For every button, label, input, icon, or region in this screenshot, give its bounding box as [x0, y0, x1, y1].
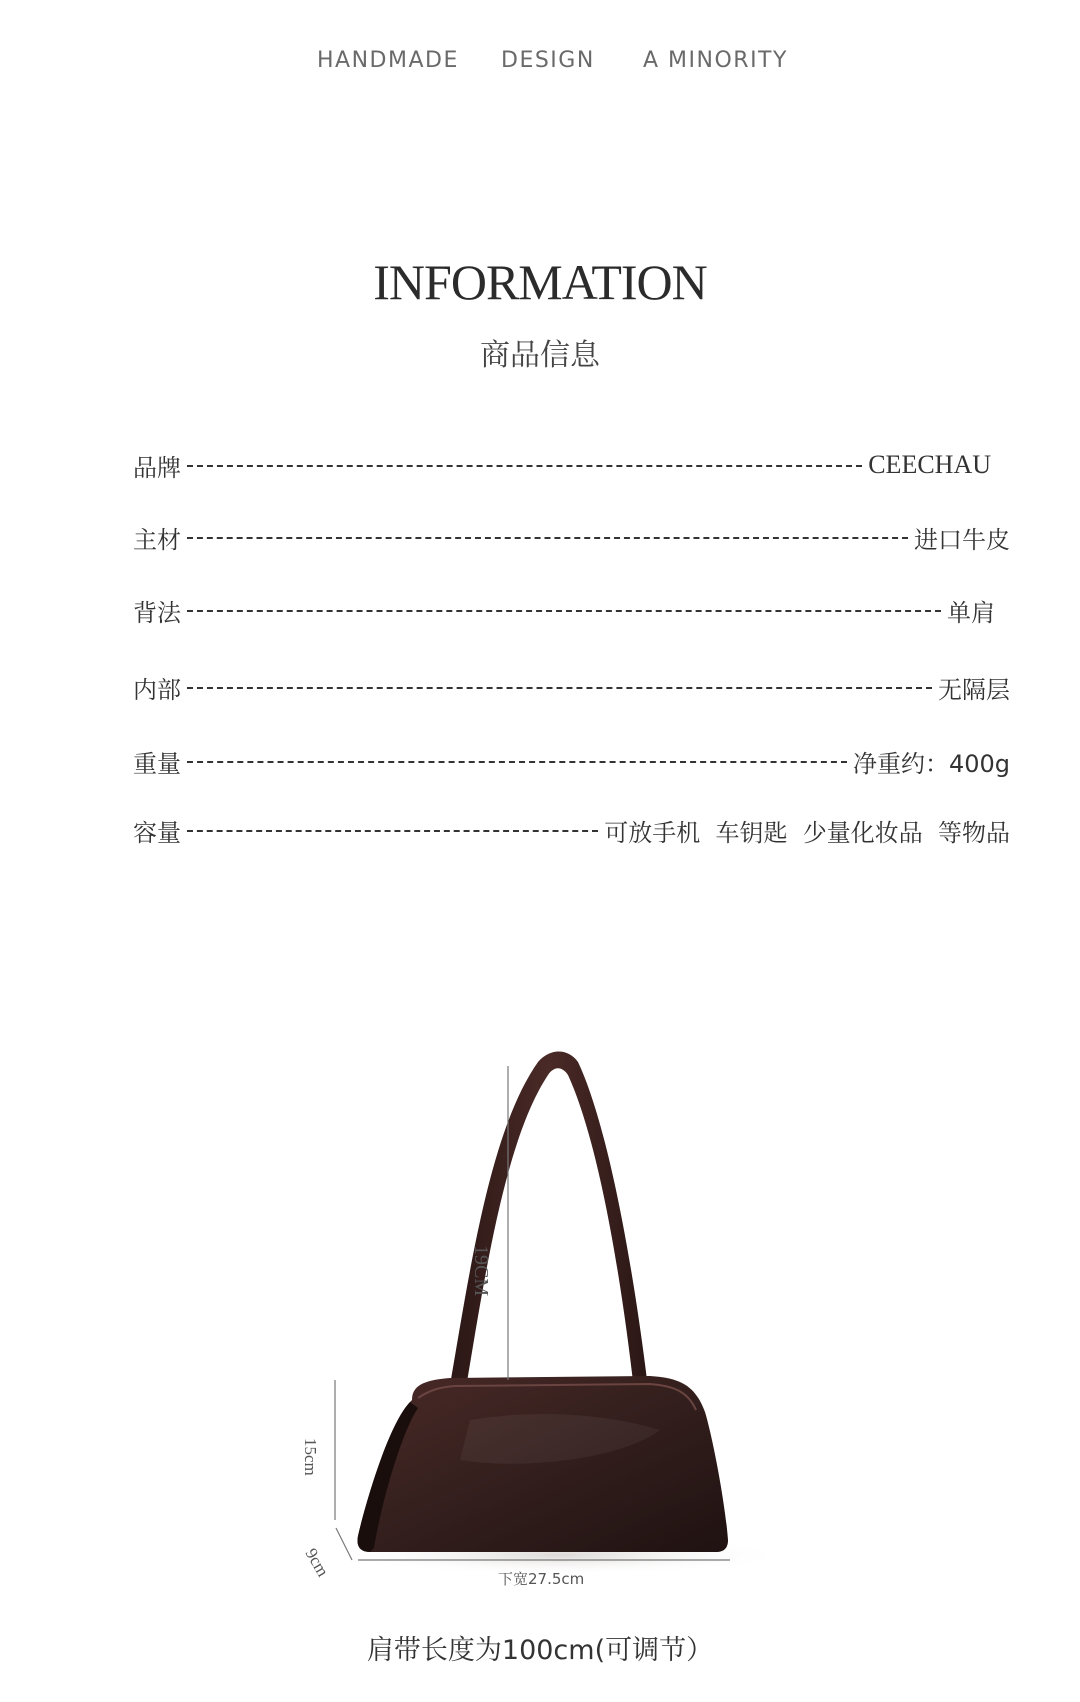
- spec-value: 无隔层: [938, 675, 1010, 704]
- product-image: [300, 1040, 820, 1610]
- spec-row-brand: [133, 445, 991, 485]
- bag-strap: [450, 1052, 648, 1391]
- strap-length-caption: 肩带长度为100cm(可调节）: [366, 1635, 714, 1666]
- tagline-design: DESIGN: [501, 48, 595, 73]
- dashed-leader: [187, 610, 941, 612]
- spec-value: CEECHAU: [868, 450, 991, 479]
- tagline-a-minority: A MINORITY: [643, 48, 788, 73]
- spec-row-capacity: [133, 810, 1010, 850]
- spec-label: 重量: [133, 749, 181, 778]
- spec-value: 可放手机 车钥匙 少量化妆品 等物品: [604, 818, 1010, 847]
- spec-label: 容量: [133, 818, 181, 847]
- spec-row-interior: [133, 667, 1010, 707]
- spec-label: 内部: [133, 675, 181, 704]
- dashed-leader: [187, 465, 862, 467]
- bag-illustration: [300, 1040, 820, 1610]
- information-subtitle: 商品信息: [480, 338, 600, 373]
- dashed-leader: [187, 687, 932, 689]
- spec-value: 进口牛皮: [914, 525, 1010, 554]
- dashed-leader: [187, 830, 598, 832]
- information-title: INFORMATION: [373, 254, 707, 310]
- depth-label: 9cm: [301, 1545, 333, 1580]
- height-label: 15cm: [301, 1438, 320, 1476]
- tagline-handmade: HANDMADE: [317, 48, 459, 73]
- spec-row-carry-style: [133, 590, 995, 630]
- spec-label: 品牌: [133, 453, 181, 482]
- spec-value: 单肩: [947, 598, 995, 627]
- bottom-width-label: 下宽27.5cm: [498, 1570, 585, 1588]
- tagline: [0, 48, 1080, 80]
- dashed-leader: [187, 761, 847, 763]
- dashed-leader: [187, 537, 908, 539]
- bag-body: [358, 1376, 729, 1552]
- strap-drop-label: 19CM: [470, 1245, 492, 1297]
- spec-label: 主材: [133, 525, 181, 554]
- spec-value: 净重约：400g: [852, 749, 1010, 778]
- spec-label: 背法: [133, 598, 181, 627]
- spec-row-material: [133, 517, 1010, 557]
- spec-row-weight: [133, 741, 1010, 781]
